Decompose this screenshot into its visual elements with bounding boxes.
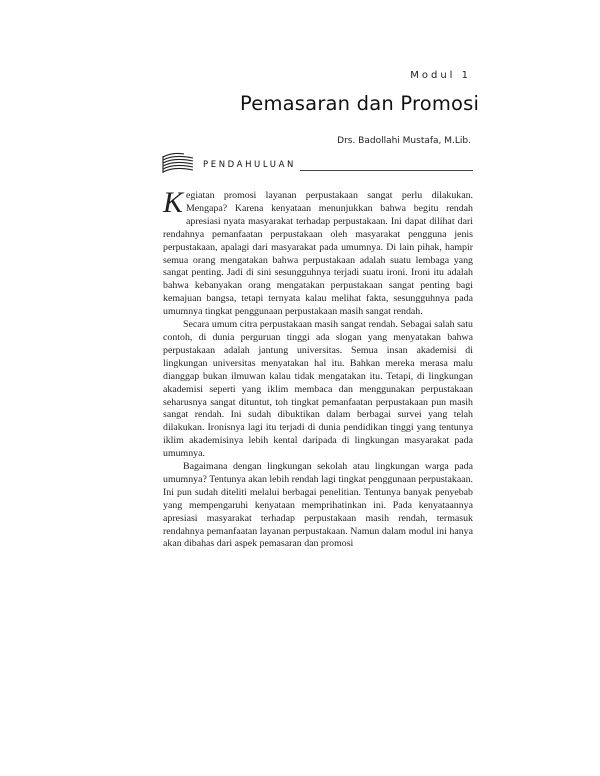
page-title: Pemasaran dan Promosi <box>240 92 480 115</box>
book-icon <box>160 152 196 176</box>
author-name: Drs. Badollahi Mustafa, M.Lib. <box>337 136 471 146</box>
paragraph-text: egiatan promosi layanan perpustakaan sangat perlu dilakukan. Mengapa? Karena kenyataan menunjukkan bahwa begitu rendah apresiasi nyata masyarakat terhadap perpustakaan. Ini dapat dilihat dari rendahnya pemanfaatan perpustakaan oleh masyarakat pengguna jenis perpustakaan, apalagi dari masyarakat pada umumnya. Di lain pihak, hampir semua orang mengatakan bahwa perpustakaan adalah suatu lembaga yang sangat penting. Jadi di sini sesungguhnya terjadi suatu ironi. Ironi itu adalah bahwa kebanyakan orang mengatakan perpustakaan sangat penting bagi kemajuan bangsa, tetapi ternyata kalau melihat fakta, sesungguhnya pada umumnya tingkat penggunaan perpustakaan masih sangat rendah. <box>163 190 473 318</box>
module-label: Modul 1 <box>410 70 471 81</box>
paragraph <box>163 186 473 319</box>
section-heading: PENDAHULUAN <box>203 160 296 170</box>
body-text <box>163 186 473 551</box>
paragraph: Secara umum citra perpustakaan masih sangat rendah. Sebagai salah satu contoh, di dunia perguruan tinggi ada slogan yang menyatakan bahwa perpustakaan adalah jantung universitas. Semua insan akademisi di lingkungan universitas menyatakan hal itu. Bahkan mereka merasa malu dianggap bukan ilmuwan kalau tidak mengatakan itu. Tetapi, di lingkungan akademisi seperti yang iklim membaca dan menggunakan perpustakaan seharusnya sangat dituntut, toh tingkat pemanfaatan perpustakaan pun masih sangat rendah. Ini sudah dibuktikan dalam berbagai survei yang telah dilakukan. Ironisnya lagi itu terjadi di dunia pendidikan tinggi yang tentunya iklim akademisinya lebih kental daripada di lingkungan masyarakat pada umumnya. <box>163 319 473 460</box>
drop-cap: K <box>163 186 184 219</box>
paragraph: Bagaimana dengan lingkungan sekolah atau lingkungan warga pada umumnya? Tentunya akan lebih rendah lagi tingkat penggunaan perpustakaan. Ini pun sudah diteliti melalui berbagai penelitian. Tentunya banyak penyebab yang mempengaruhi kenyataan memprihatinkan ini. Pada kenyataannya apresiasi masyarakat terhadap perpustakaan masih rendah, termasuk rendahnya pemanfaatan layanan perpustakaan. Namun dalam modul ini hanya akan dibahas dari aspek pemasaran dan promosi <box>163 461 473 550</box>
section-divider <box>300 170 473 171</box>
